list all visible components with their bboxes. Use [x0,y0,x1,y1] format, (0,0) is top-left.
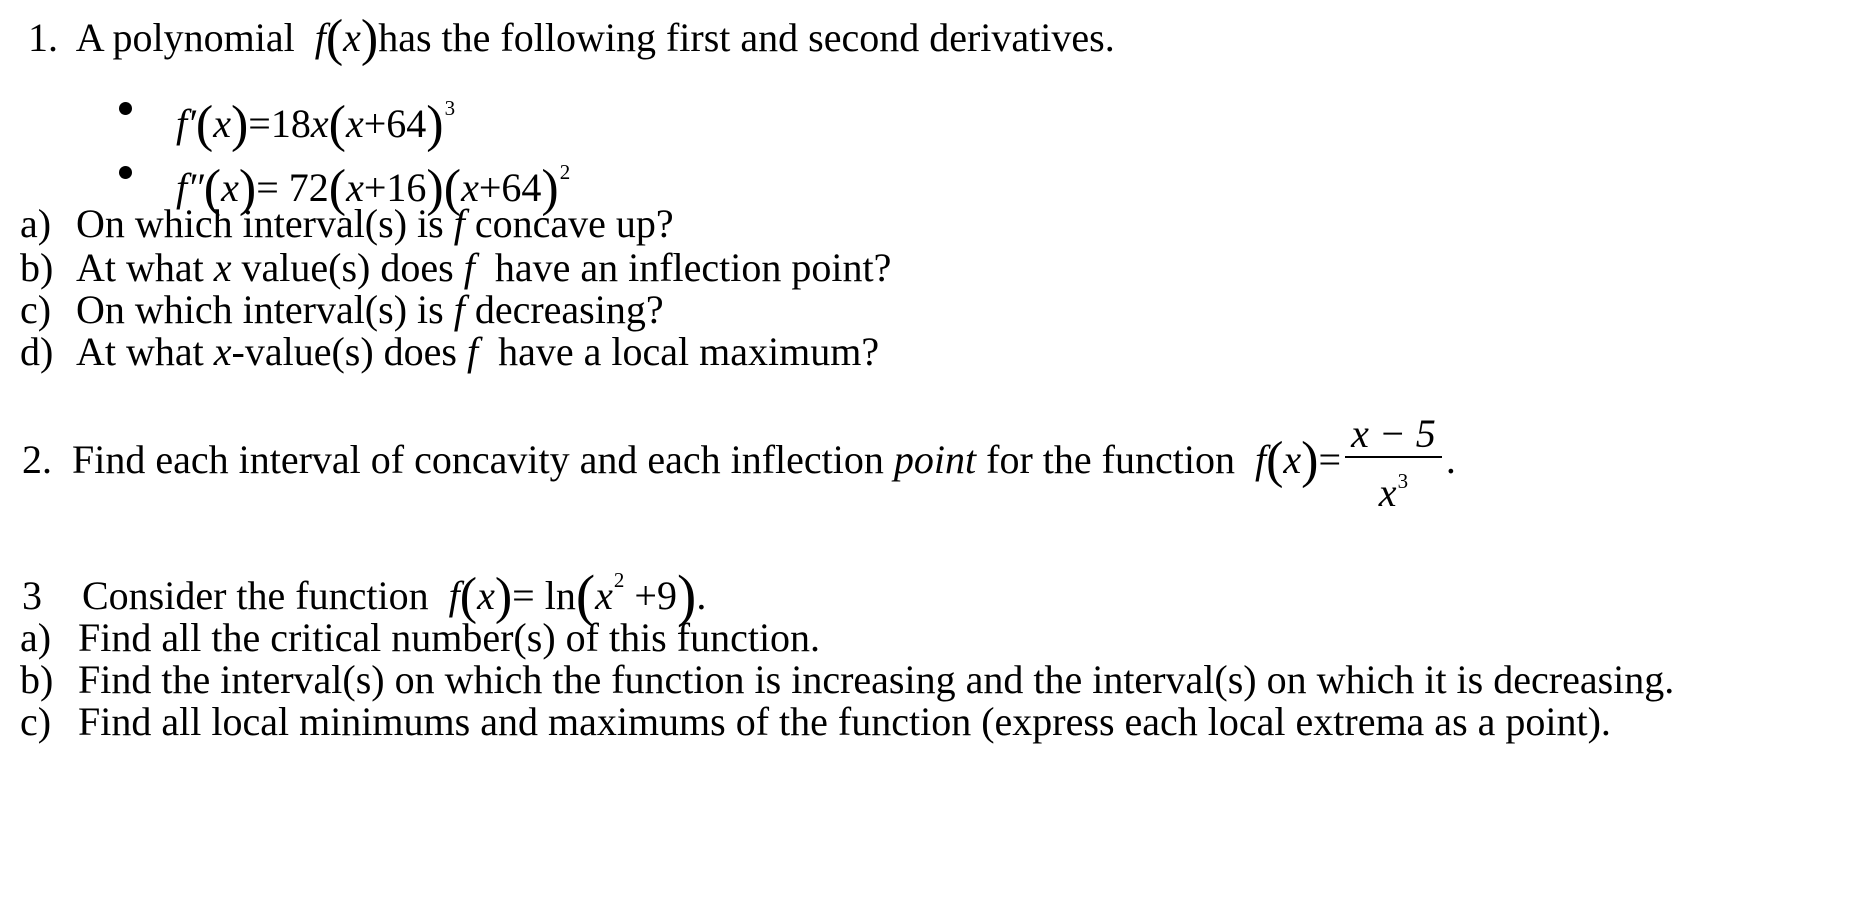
part-label: a) [20,615,52,660]
bullet-icon [119,102,132,115]
variable: f [467,329,479,374]
question-2-prompt: 2. Find each interval of concavity and each inflection point for the function f(x)= $\frac{x - 5}{x^3}$ . [22,411,1456,515]
part-text: Find all local minimums and maximums of the function (express each local extrema as a point). [78,699,1611,744]
part-text: On which interval(s) is [76,201,444,246]
function-name: f [314,15,326,60]
part-text: have an inflection point? [494,245,892,290]
question-number: 1. [28,15,58,60]
q3-part-b [20,656,1674,704]
question-text: for the function [986,437,1235,483]
first-derivative: $f'(x)=18x(x+64)^3$ [176,96,456,153]
part-label: b) [20,245,54,290]
question-number: 2. [22,437,52,483]
variable: x [345,101,364,146]
variable: f [463,245,475,290]
part-text: concave up? [474,201,674,246]
variable: x [213,101,231,146]
q1-part-d [20,328,879,376]
variable: x [346,165,364,210]
part-text: On which interval(s) is [76,287,444,332]
part-text: Find the interval(s) on which the function is increasing and the interval(s) on which it is decreasing. [78,657,1675,702]
function-variable: x [343,15,361,60]
q1-part-b [20,244,891,292]
exponent: 2 [559,160,571,184]
question-3-prompt: 3 Consider the function $f(x)= \ln(x^2 +9)$. [22,563,707,628]
variable: f [453,201,465,246]
variable: x [213,329,232,374]
variable: x [1283,437,1302,483]
exponent: 2 [613,568,625,592]
function-name: f [1254,437,1267,483]
q3-part-a [20,614,820,662]
part-label: c) [20,287,52,332]
fraction-numerator: x − 5 [1351,411,1436,456]
part-label: c) [20,699,52,744]
q3-part-c [20,698,1611,746]
part-text: have a local maximum? [498,329,880,374]
question-text: Find each interval of concavity and each inflection [72,437,884,483]
variable: x [477,573,495,618]
exponent: 3 [444,96,456,120]
bullet-icon [119,166,132,179]
exponent: 3 [1397,469,1409,493]
variable: x [461,165,479,210]
period: . [1445,437,1456,483]
question-number: 3 [22,573,42,618]
derivative-symbol: f′ [176,101,196,146]
question-text-post: has the following first and second derivatives. [378,15,1115,60]
question-text: Consider the function [82,573,429,618]
part-label: b) [20,657,54,702]
constant-term: +16 [363,165,427,210]
constant-term: +9 [634,573,677,618]
q1-part-a [20,200,674,248]
variable: x [213,245,232,290]
part-text: At what [76,329,204,374]
part-text: decreasing? [474,287,664,332]
part-text: -value(s) does [231,329,457,374]
fraction-denominator [1345,456,1442,516]
function-name: f [448,573,460,618]
second-derivative: $f''(x)= 72(x+16)(x+64)^2$ [176,160,571,217]
question-1-prompt: 1. A polynomial f(x)has the following first and second derivatives. [28,10,1115,67]
equals-coefficient: =18 [248,101,311,146]
period: . [696,573,707,618]
part-label: d) [20,329,54,374]
equals-sign: = [1318,437,1342,483]
constant-term: +64 [363,101,427,146]
variable: x [221,165,239,210]
constant-term: +64 [478,165,542,210]
part-text: At what [76,245,204,290]
q1-part-c [20,286,664,334]
question-text: A polynomial [75,15,295,60]
part-label: a) [20,201,52,246]
equals-coefficient: = 72 [256,165,329,210]
derivative-symbol: f″ [176,165,204,210]
emphasized-word: point [893,437,977,483]
variable: x [595,573,613,618]
equals-ln: = ln [512,573,576,618]
part-text: value(s) does [241,245,454,290]
variable: x [1378,470,1397,515]
fraction [1345,412,1442,516]
variable: f [453,287,465,332]
part-text: Find all the critical number(s) of this function. [78,615,821,660]
variable: x [310,101,329,146]
